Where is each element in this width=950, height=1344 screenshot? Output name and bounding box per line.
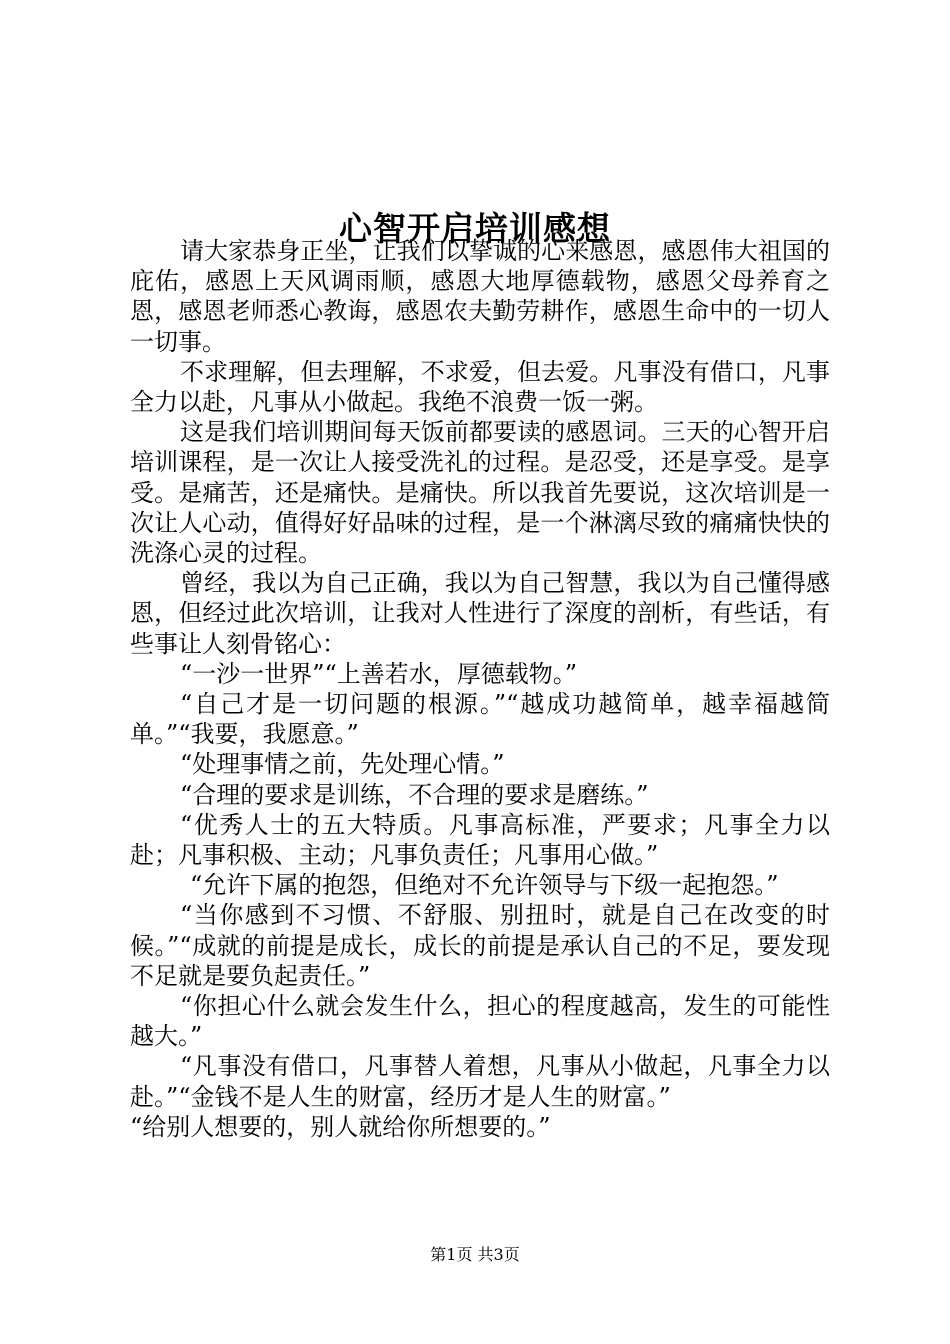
paragraph: 曾经，我以为自己正确，我以为自己智慧，我以为自己懂得感恩，但经过此次培训，让我对人性进行了深度的剖析，有些话，有些事让人刻骨铭心： [130,569,830,658]
paragraph: 不求理解，但去理解，不求爱，但去爱。凡事没有借口，凡事全力以赴，凡事从小做起。我绝不浪费一饭一粥。 [130,357,830,417]
paragraph: 这是我们培训期间每天饭前都要读的感恩词。三天的心智开启培训课程，是一次让人接受洗礼的过程。是忍受，还是享受。是享受。是痛苦，还是痛快。是痛快。所以我首先要说，这次培训是一次让人心动，值得好好品味的过程，是一个淋漓尽致的痛痛快快的洗涤心灵的过程。 [130,418,830,568]
paragraph: 请大家恭身正坐，让我们以挚诚的心来感恩，感恩伟大祖国的庇佑，感恩上天风调雨顺，感恩大地厚德载物，感恩父母养育之恩，感恩老师悉心教诲，感恩农夫勤劳耕作，感恩生命中的一切人一切事。 [130,237,830,356]
quote-paragraph: “你担心什么就会发生什么，担心的程度越高，发生的可能性越大。” [130,992,830,1051]
page-footer: 第1页 共3页 [430,1245,520,1264]
quote-paragraph: “当你感到不习惯、不舒服、别扭时，就是自己在改变的时候。”“成就的前提是成长，成长的前提是承认自己的不足，要发现不足就是要负起责任。” [130,901,830,990]
quote-paragraph: “凡事没有借口，凡事替人着想，凡事从小做起，凡事全力以赴。”“金钱不是人生的财富，经历才是人生的财富。” [130,1052,830,1111]
quote-paragraph: “允许下属的抱怨，但绝对不允许领导与下级一起抱怨。” [190,871,779,900]
quote-paragraph: “处理事情之前，先处理心情。” [180,750,505,779]
quote-paragraph: “一沙一世界”“上善若水，厚德载物。” [180,659,578,688]
document-body [130,236,830,1142]
quote-paragraph: “合理的要求是训练，不合理的要求是磨练。” [180,780,649,809]
quote-paragraph: “自己才是一切问题的根源。”“越成功越简单，越幸福越简单。”“我要，我愿意。” [130,690,830,749]
quote-paragraph: “给别人想要的，别人就给你所想要的。” [130,1112,551,1141]
document-title: 心智开启培训感想 [339,209,611,249]
quote-paragraph: “优秀人士的五大特质。凡事高标准，严要求；凡事全力以赴；凡事积极、主动；凡事负责任；凡事用心做。” [130,810,830,870]
